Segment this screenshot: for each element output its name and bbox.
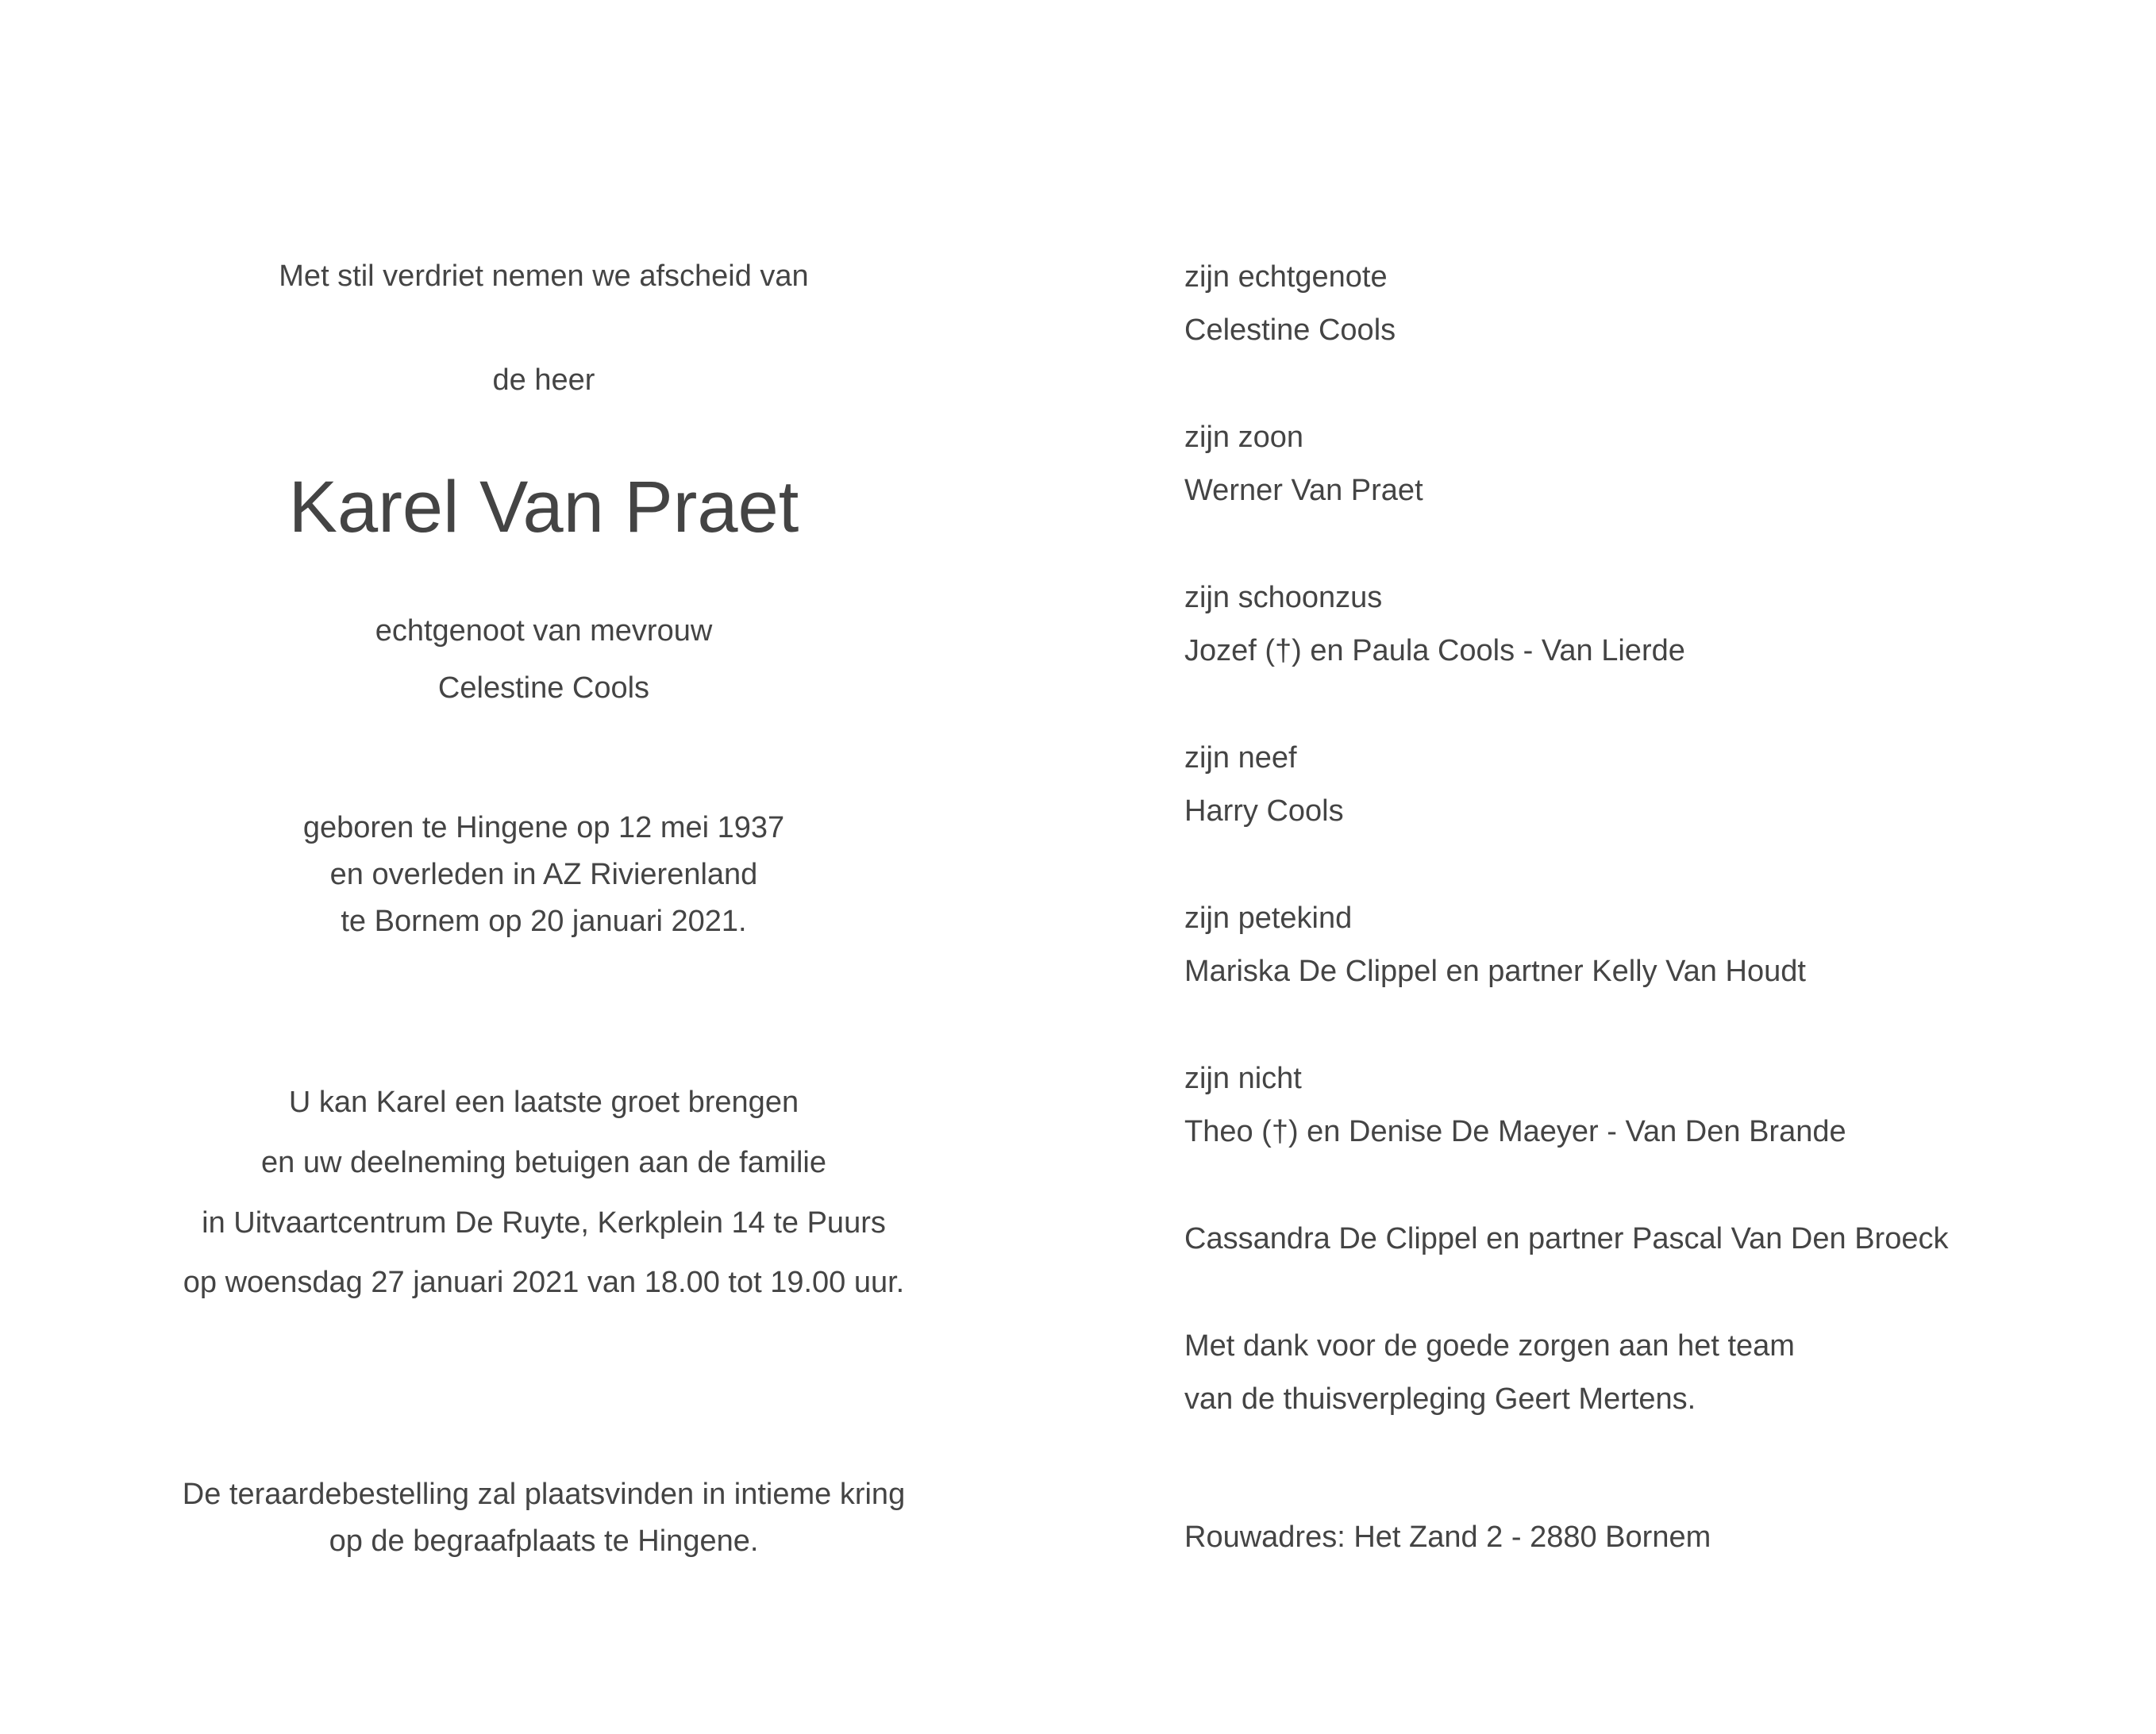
thanks-line-2: van de thuisverpleging Geert Mertens. bbox=[1184, 1382, 1696, 1416]
family-right-column bbox=[1184, 0, 2137, 1734]
family-relation: zijn schoonzus bbox=[1184, 581, 1383, 614]
family-relation: zijn neef bbox=[1184, 741, 1297, 775]
family-names: Jozef (†) en Paula Cools - Van Lierde bbox=[1184, 634, 1685, 667]
deceased-name: Karel Van Praet bbox=[288, 467, 799, 548]
burial-line-1: De teraardebestelling zal plaatsvinden in intieme kring bbox=[182, 1478, 906, 1511]
family-names: Harry Cools bbox=[1184, 794, 1344, 828]
extra-family-names: Cassandra De Clippel en partner Pascal Van Den Broeck bbox=[1184, 1222, 1949, 1255]
spouse-name: Celestine Cools bbox=[437, 671, 650, 705]
visit-line-3: in Uitvaartcentrum De Ruyte, Kerkplein 14 te Puurs bbox=[202, 1206, 886, 1240]
family-relation: zijn nicht bbox=[1184, 1062, 1302, 1095]
family-names: Celestine Cools bbox=[1184, 313, 1396, 347]
death-line: en overleden in AZ Rivierenland bbox=[329, 858, 758, 891]
title-prefix: de heer bbox=[492, 363, 595, 397]
visit-line-1: U kan Karel een laatste groet brengen bbox=[288, 1086, 799, 1119]
family-relation: zijn echtgenote bbox=[1184, 260, 1388, 294]
birth-line: geboren te Hingene op 12 mei 1937 bbox=[302, 811, 785, 844]
visit-line-4: op woensdag 27 januari 2021 van 18.00 tot 19.00 uur. bbox=[183, 1266, 905, 1299]
family-names: Mariska De Clippel en partner Kelly Van Houdt bbox=[1184, 955, 1806, 988]
intro-text: Met stil verdriet nemen we afscheid van bbox=[279, 260, 809, 293]
announcement-left-column bbox=[95, 0, 992, 1734]
family-names: Werner Van Praet bbox=[1184, 474, 1423, 507]
burial-line-2: op de begraafplaats te Hingene. bbox=[329, 1524, 759, 1558]
death-place-line: te Bornem op 20 januari 2021. bbox=[341, 905, 747, 938]
thanks-line-1: Met dank voor de goede zorgen aan het team bbox=[1184, 1329, 1795, 1363]
family-names: Theo (†) en Denise De Maeyer - Van Den Brande bbox=[1184, 1115, 1846, 1148]
spouse-intro: echtgenoot van mevrouw bbox=[375, 614, 713, 648]
family-relation: zijn zoon bbox=[1184, 421, 1303, 454]
visit-line-2: en uw deelneming betuigen aan de familie bbox=[261, 1146, 826, 1179]
family-relation: zijn petekind bbox=[1184, 902, 1353, 935]
mourning-address: Rouwadres: Het Zand 2 - 2880 Bornem bbox=[1184, 1521, 1711, 1554]
